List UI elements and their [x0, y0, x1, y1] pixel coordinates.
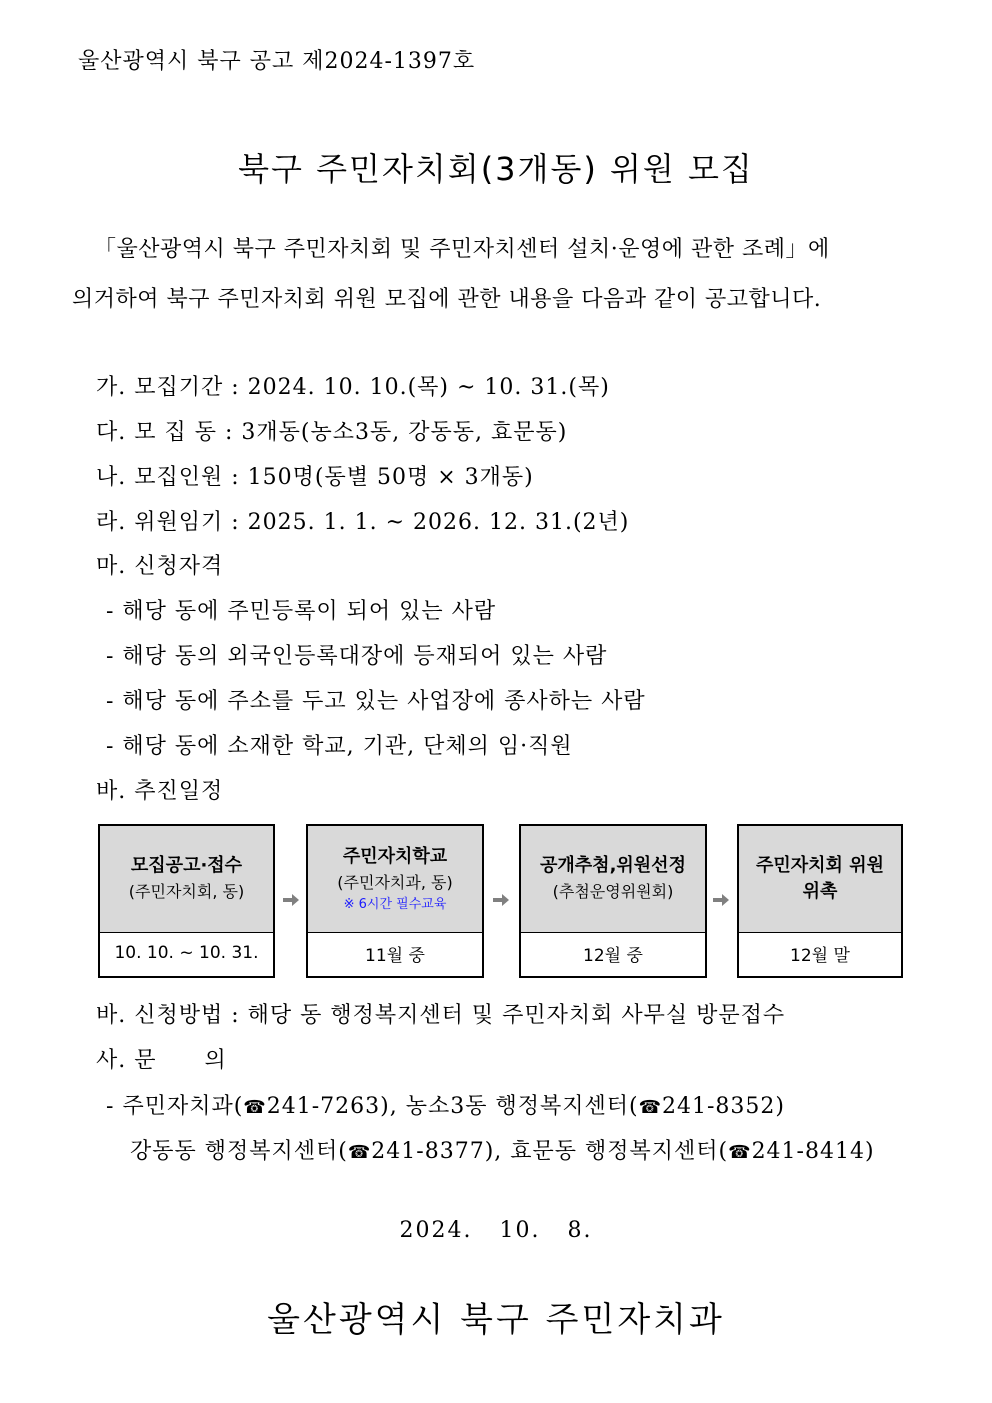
- step-sub: (주민자치과, 동): [337, 873, 453, 892]
- intro-line-1: 「울산광역시 북구 주민자치회 및 주민자치센터 설치·운영에 관한 조례」에: [94, 237, 830, 262]
- schedule-step-3: [519, 824, 707, 978]
- item-label: 다. 모 집 동 :: [96, 420, 242, 445]
- item-recruit-period: [96, 370, 610, 401]
- document-title: 북구 주민자치회(3개동) 위원 모집: [238, 150, 754, 188]
- inquiry-heading: 사. 문 의: [96, 1048, 227, 1073]
- item-value: 3개동(농소3동, 강동동, 효문동): [241, 420, 568, 445]
- qualification-item: - 해당 동에 소재한 학교, 기관, 단체의 임·직원: [106, 734, 573, 759]
- qualification-item: - 해당 동에 주민등록이 되어 있는 사람: [106, 599, 497, 624]
- arrow-right-icon: [712, 891, 730, 909]
- contact-name: 강동동 행정복지센터: [130, 1139, 339, 1164]
- item-label: 나. 모집인원 :: [96, 465, 248, 490]
- step-period: 11월 중: [365, 945, 425, 966]
- step-title: 주민자치회 위원 위촉: [756, 855, 884, 902]
- qualification-item: - 해당 동의 외국인등록대장에 등재되어 있는 사람: [106, 644, 608, 669]
- item-term: [96, 505, 629, 536]
- arrow-right-icon: [282, 891, 300, 909]
- step-period: 10. 10. ~ 10. 31.: [114, 943, 259, 963]
- schedule-heading: 바. 추진일정: [96, 779, 224, 804]
- contact-tel: 241-8352: [662, 1094, 776, 1119]
- qualification-heading: 마. 신청자격: [96, 554, 224, 579]
- step-sub: (추첨운영위원회): [552, 882, 674, 901]
- item-label: 라. 위원임기 :: [96, 510, 248, 535]
- contact-tel: 241-8414: [751, 1139, 865, 1164]
- step-sub: (주민자치회, 동): [128, 882, 245, 901]
- contact-prefix: -: [106, 1094, 123, 1119]
- contact-name: 주민자치과: [122, 1094, 234, 1119]
- contact-tel: 241-7263: [266, 1094, 381, 1119]
- notice-number: 울산광역시 북구 공고 제2024-1397호: [78, 49, 476, 74]
- step-note: ※ 6시간 필수교육: [343, 897, 447, 912]
- inquiry-line-2: 강동동 행정복지센터(☎241-8377), 효문동 행정복지센터(☎241-8414): [130, 1139, 875, 1164]
- arrow-right-icon: [492, 891, 510, 909]
- phone-icon: ☎: [347, 1142, 372, 1163]
- application-method: 바. 신청방법 : 해당 동 행정복지센터 및 주민자치회 사무실 방문접수: [96, 1003, 786, 1028]
- notice-date: 2024. 10. 8.: [399, 1218, 593, 1243]
- step-period: 12월 말: [790, 945, 850, 966]
- item-recruit-dong: [96, 415, 567, 446]
- step-period: 12월 중: [583, 945, 643, 966]
- step-title: 공개추첨,위원선정: [540, 855, 686, 876]
- contact-tel: 241-8377: [371, 1139, 485, 1164]
- item-value: 2025. 1. 1. ~ 2026. 12. 31.(2년): [247, 510, 630, 535]
- phone-icon: ☎: [728, 1142, 752, 1163]
- schedule-step-2: [306, 824, 484, 978]
- step-title: 모집공고·접수: [130, 855, 243, 876]
- item-value: 2024. 10. 10.(목) ~ 10. 31.(목): [247, 375, 610, 400]
- phone-icon: ☎: [638, 1097, 662, 1118]
- item-recruit-count: [96, 460, 534, 491]
- schedule-step-4: [737, 824, 903, 978]
- intro-line-2: 의거하여 북구 주민자치회 위원 모집에 관한 내용을 다음과 같이 공고합니다.: [72, 287, 822, 312]
- item-label: 가. 모집기간 :: [96, 375, 248, 400]
- qualification-item: - 해당 동에 주소를 두고 있는 사업장에 종사하는 사람: [106, 689, 646, 714]
- inquiry-line-1: - 주민자치과(☎241-7263), 농소3동 행정복지센터(☎241-8352): [106, 1094, 786, 1119]
- contact-name: 효문동 행정복지센터: [510, 1139, 719, 1164]
- issuer: 울산광역시 북구 주민자치과: [267, 1300, 725, 1340]
- step-title: 주민자치학교: [342, 846, 448, 867]
- item-value: 150명(동별 50명 × 3개동): [247, 465, 534, 490]
- schedule-step-1: [98, 824, 275, 978]
- contact-name: 농소3동 행정복지센터: [405, 1094, 629, 1119]
- phone-icon: ☎: [243, 1097, 267, 1118]
